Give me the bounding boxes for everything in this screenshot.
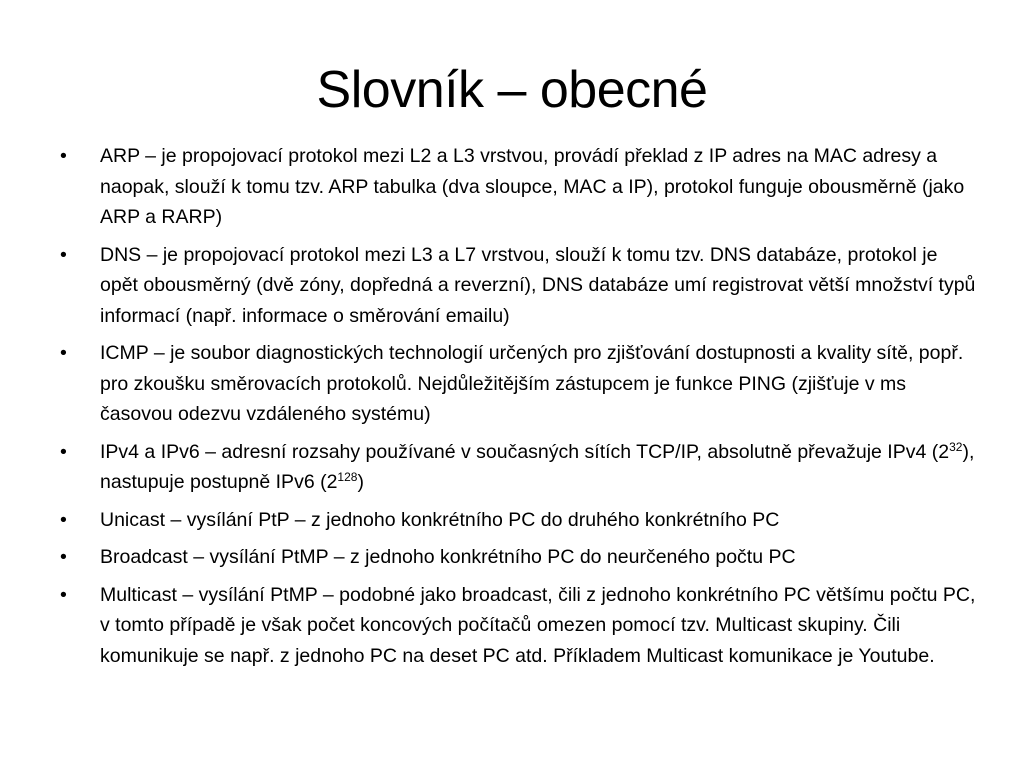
list-item-text: DNS – je propojovací protokol mezi L3 a L7 vrstvou, slouží k tomu tzv. DNS databáze, protokol je opět obousměrný (dvě zóny, dopředná a reverzní), DNS databáze umí registrovat větší množství typů informací (např. informace o směrování emailu) <box>100 243 976 327</box>
slide-title: Slovník – obecné <box>316 61 708 119</box>
bullet-icon: • <box>60 440 67 463</box>
text-part: ), nastupuje postupně IPv6 (2 <box>100 440 975 493</box>
list-item-multicast <box>58 580 978 672</box>
bullet-icon: • <box>60 583 67 606</box>
superscript: 32 <box>949 439 963 454</box>
list-item-unicast <box>58 505 978 536</box>
bullet-icon: • <box>60 508 67 531</box>
list-item-text: ICMP – je soubor diagnostických technologií určených pro zjišťování dostupnosti a kvality sítě, popř. pro zkoušku směrovacích protokolů. Nejdůležitějším zástupcem je funkce PING (zjišťuje v ms časovou odezvu vzdáleného systému) <box>100 342 964 425</box>
list-item-dns <box>58 240 978 332</box>
superscript: 128 <box>337 470 358 484</box>
list-item-text: Broadcast – vysílání PtMP – z jednoho konkrétního PC do neurčeného počtu PC <box>100 546 796 568</box>
list-item-text: Multicast – vysílání PtMP – podobné jako broadcast, čili z jednoho konkrétního PC většímu počtu PC, v tomto případě je však počet koncových počítačů omezen pomocí tzv. Multicast skupiny. Čili komunikuje se např. z jednoho PC na deset PC atd. Příkladem Multicast komunikace je Youtube. <box>100 583 976 667</box>
list-item-ipv4-ipv6 <box>58 437 978 498</box>
bullet-icon: • <box>60 342 67 364</box>
bullet-list <box>58 141 978 671</box>
text-part: IPv4 a IPv6 – adresní rozsahy používané v současných sítích TCP/IP, absolutně převažuje IPv4 (2 <box>100 440 950 463</box>
list-item-broadcast <box>58 542 978 573</box>
bullet-icon: • <box>60 243 67 266</box>
list-item-icmp <box>58 338 978 430</box>
list-item-text <box>100 441 974 494</box>
text-part: ) <box>357 471 364 493</box>
list-item-text: Unicast – vysílání PtP – z jednoho konkrétního PC do druhého konkrétního PC <box>100 508 780 531</box>
bullet-icon: • <box>60 145 67 167</box>
list-item-arp <box>58 141 978 233</box>
list-item-text: ARP – je propojovací protokol mezi L2 a L3 vrstvou, provádí překlad z IP adres na MAC adresy a naopak, slouží k tomu tzv. ARP tabulka (dva sloupce, MAC a IP), protokol funguje obousměrně (jako ARP a RARP) <box>100 145 965 228</box>
bullet-icon: • <box>60 546 67 568</box>
